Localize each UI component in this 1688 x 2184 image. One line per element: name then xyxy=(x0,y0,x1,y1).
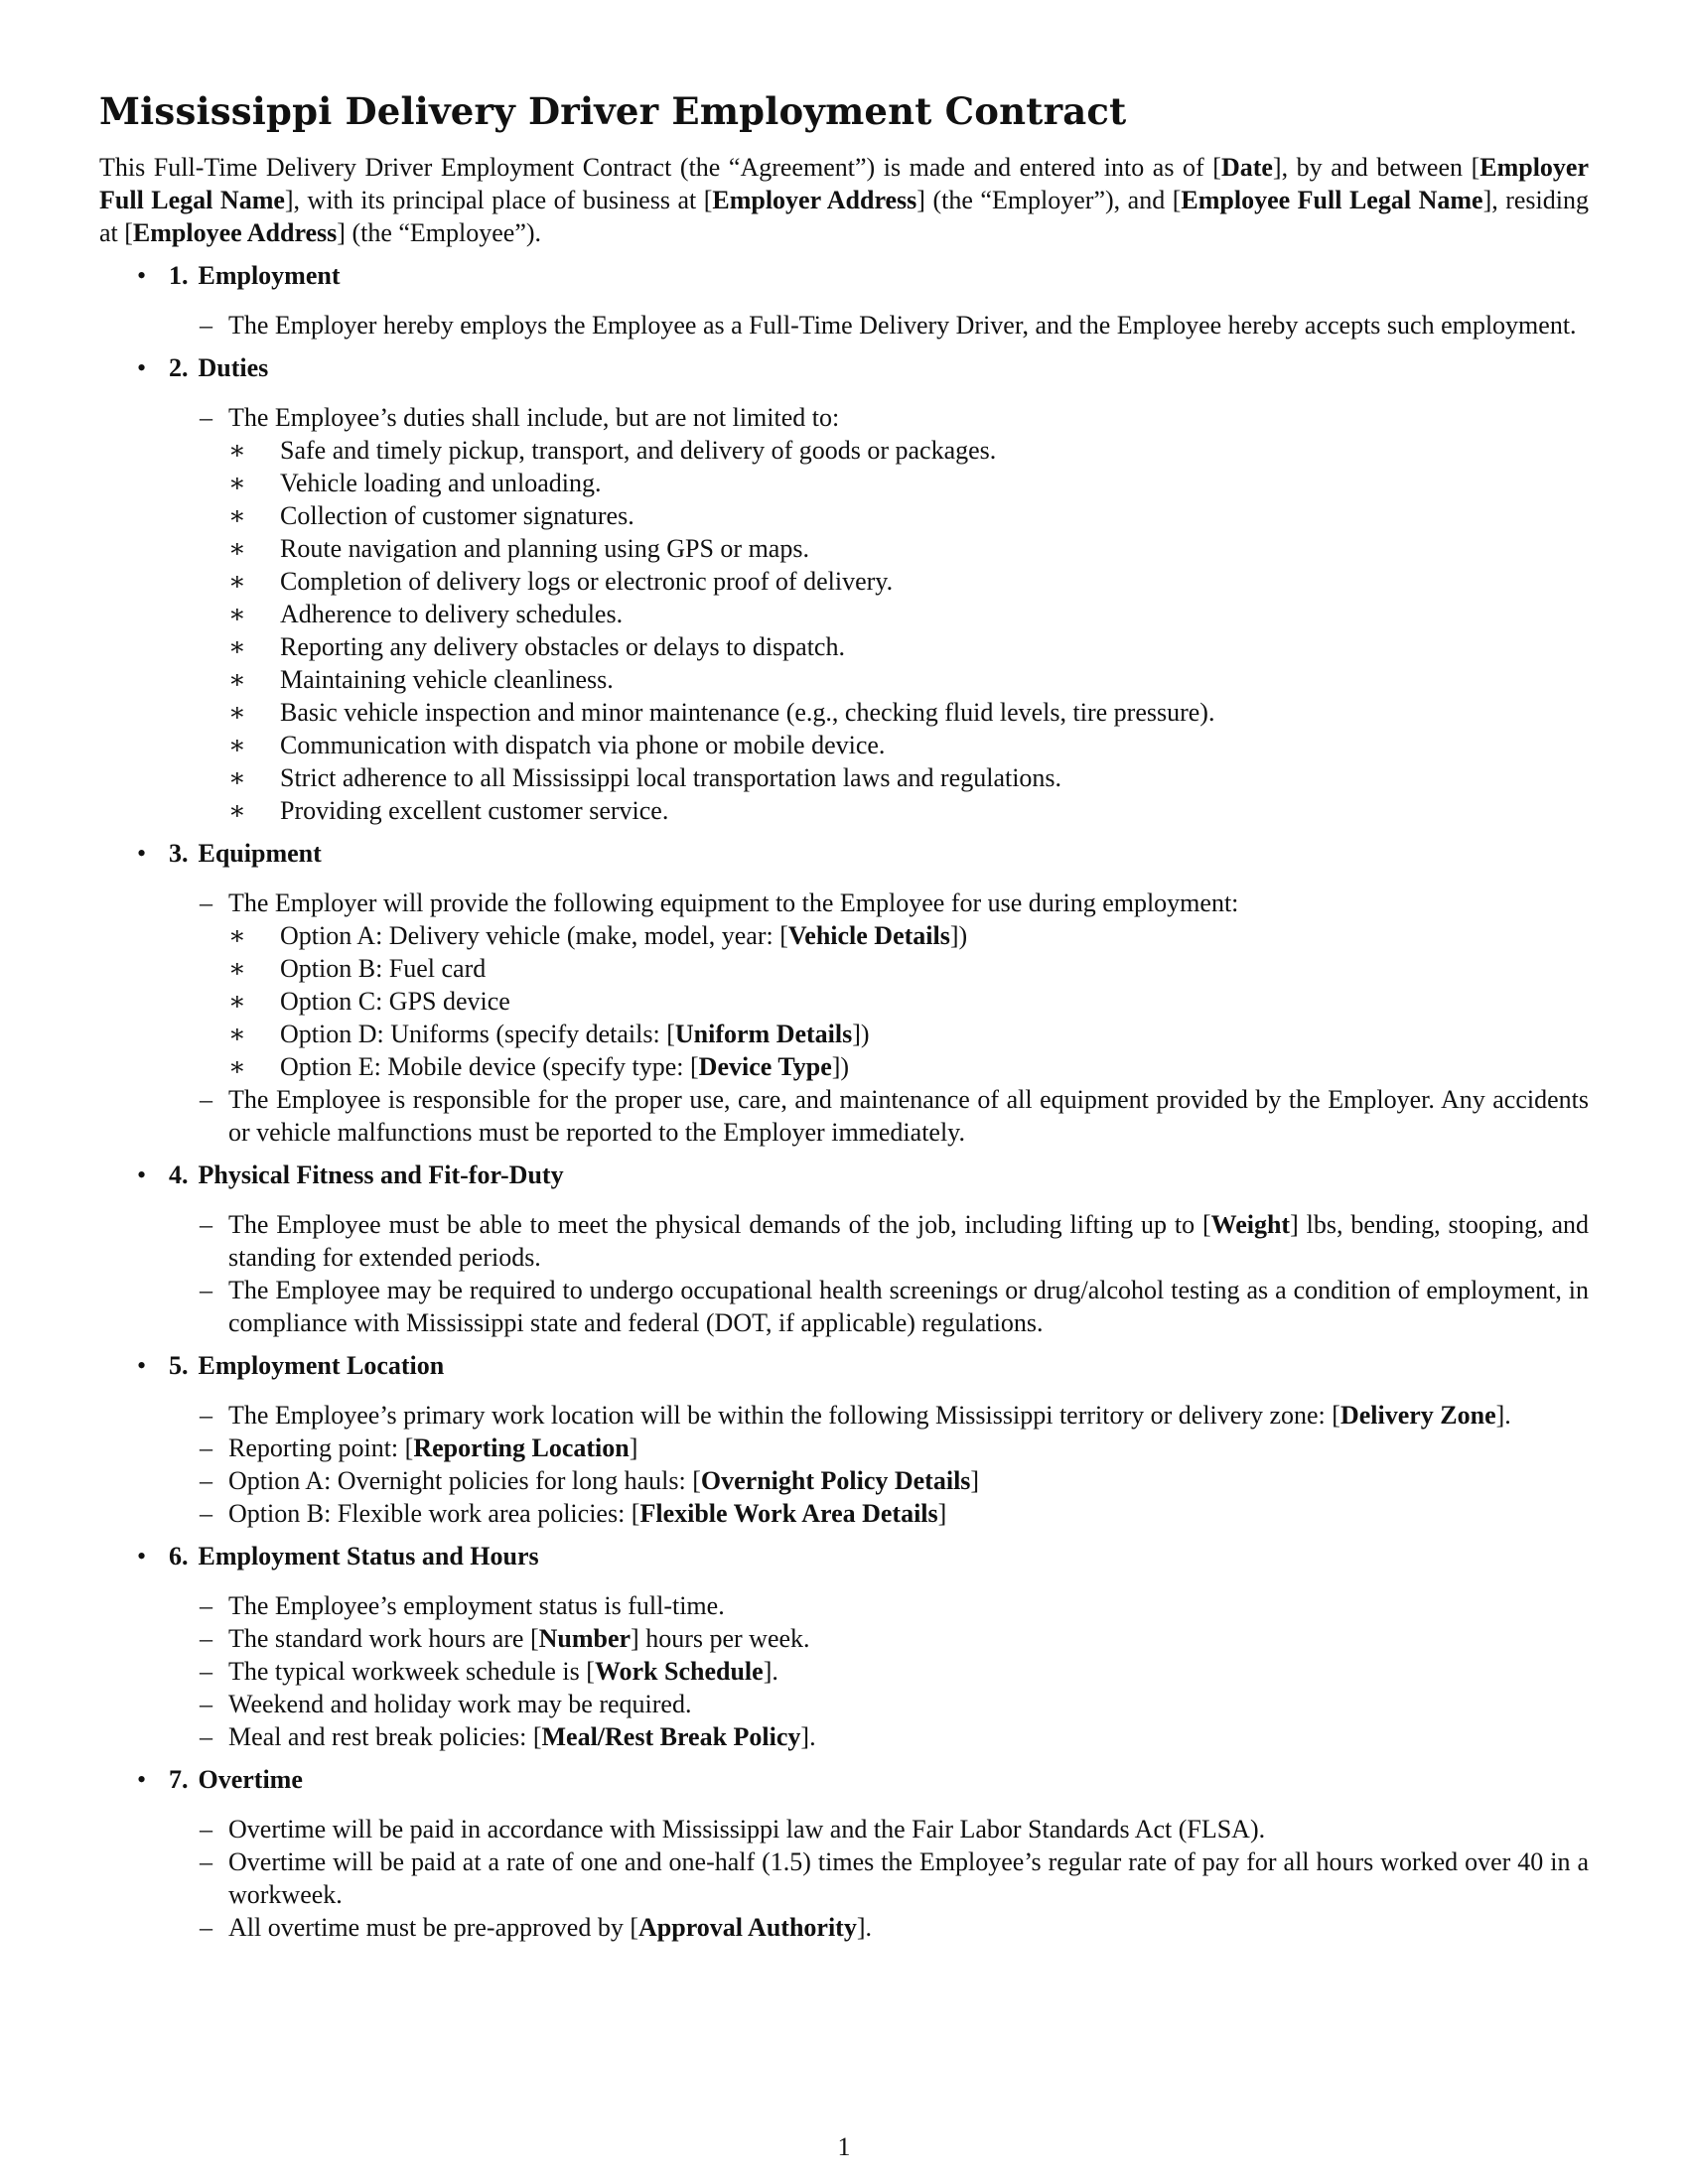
item-text: ]. xyxy=(763,1657,778,1686)
section-title: Employment xyxy=(198,261,341,290)
list-item: – Weekend and holiday work may be required. xyxy=(169,1688,1589,1720)
section-equipment xyxy=(99,837,1589,1149)
weight-placeholder: Weight xyxy=(1210,1210,1291,1239)
list-item xyxy=(169,1720,1589,1753)
section-title: Duties xyxy=(198,353,269,382)
section-number: 3. xyxy=(169,839,189,868)
overnight-policy-placeholder: Overnight Policy Details xyxy=(700,1466,971,1495)
duty-item: ∗ Strict adherence to all Mississippi local transportation laws and regulations. xyxy=(228,761,1589,794)
item-list xyxy=(169,1813,1589,1944)
employer-address-placeholder: Employer Address xyxy=(712,186,917,214)
list-item xyxy=(169,1622,1589,1655)
intro-text: This Full-Time Delivery Driver Employment Contract (the “Agreement”) is made and entered into as of [ xyxy=(99,153,1221,182)
work-schedule-placeholder: Work Schedule xyxy=(594,1657,764,1686)
item-list xyxy=(169,887,1589,1149)
duty-item: ∗ Collection of customer signatures. xyxy=(228,499,1589,532)
duty-item: ∗ Route navigation and planning using GPS or maps. xyxy=(228,532,1589,565)
section-status-hours xyxy=(99,1540,1589,1753)
section-heading xyxy=(169,1540,1589,1572)
item-text: ]. xyxy=(856,1913,873,1942)
item-text: ] xyxy=(937,1499,947,1528)
uniform-details-placeholder: Uniform Details xyxy=(674,1020,853,1048)
section-number: 7. xyxy=(169,1765,189,1794)
intro-text: ], residing at [ xyxy=(99,186,1589,247)
page-number: 1 xyxy=(837,2132,851,2161)
equipment-option-b: ∗ Option B: Fuel card xyxy=(228,952,1589,985)
item-list xyxy=(169,1208,1589,1339)
device-type-placeholder: Device Type xyxy=(698,1052,832,1081)
duty-item: ∗ Communication with dispatch via phone or mobile device. xyxy=(228,729,1589,761)
item-list xyxy=(169,1589,1589,1753)
hours-number-placeholder: Number xyxy=(538,1624,632,1653)
item-text: ]. xyxy=(1495,1401,1511,1430)
list-item xyxy=(169,1208,1589,1274)
list-item xyxy=(169,1497,1589,1530)
list-item xyxy=(169,1911,1589,1944)
list-item xyxy=(169,1464,1589,1497)
list-item xyxy=(169,401,1589,827)
item-text: ] xyxy=(629,1433,638,1462)
section-overtime xyxy=(99,1763,1589,1944)
item-text: Option B: Flexible work area policies: [ xyxy=(228,1499,640,1528)
item-list xyxy=(169,309,1589,341)
section-heading xyxy=(169,837,1589,870)
list-item: – Overtime will be paid at a rate of one and one-half (1.5) times the Employee’s regular rate of pay for all hours worked over 40 in a workweek. xyxy=(169,1845,1589,1911)
list-item: – The Employer hereby employs the Employee as a Full-Time Delivery Driver, and the Employee hereby accepts such employment. xyxy=(169,309,1589,341)
intro-text: ], with its principal place of business at [ xyxy=(284,186,713,214)
section-title: Employment Status and Hours xyxy=(198,1542,539,1570)
equipment-options xyxy=(228,919,1589,1083)
duty-item: ∗ Maintaining vehicle cleanliness. xyxy=(228,663,1589,696)
equipment-option-e xyxy=(228,1050,1589,1083)
list-item xyxy=(169,1399,1589,1432)
flexible-work-area-placeholder: Flexible Work Area Details xyxy=(639,1499,938,1528)
section-heading xyxy=(169,1349,1589,1382)
item-text: ] hours per week. xyxy=(631,1624,810,1653)
duty-item: ∗ Basic vehicle inspection and minor maintenance (e.g., checking fluid levels, tire pressure). xyxy=(228,696,1589,729)
section-heading xyxy=(169,1763,1589,1796)
list-item xyxy=(169,1655,1589,1688)
approval-authority-placeholder: Approval Authority xyxy=(638,1913,857,1942)
section-number: 2. xyxy=(169,353,189,382)
list-item: – The Employee’s employment status is full-time. xyxy=(169,1589,1589,1622)
duty-item: ∗ Reporting any delivery obstacles or delays to dispatch. xyxy=(228,630,1589,663)
equipment-option-c: ∗ Option C: GPS device xyxy=(228,985,1589,1018)
option-text: ]) xyxy=(852,1020,870,1048)
item-text: All overtime must be pre-approved by [ xyxy=(228,1913,638,1942)
section-list xyxy=(99,259,1589,1944)
date-placeholder: Date xyxy=(1220,153,1273,182)
item-list xyxy=(169,1399,1589,1530)
equipment-option-a xyxy=(228,919,1589,952)
document-title: Mississippi Delivery Driver Employment Contract xyxy=(99,89,1127,133)
option-text: ]) xyxy=(831,1052,850,1081)
section-number: 1. xyxy=(169,261,189,290)
section-title: Overtime xyxy=(198,1765,303,1794)
section-title: Employment Location xyxy=(198,1351,445,1380)
section-physical-fitness xyxy=(99,1159,1589,1339)
item-text: – The Employer will provide the following equipment to the Employee for use during employment: xyxy=(228,888,1239,917)
list-item xyxy=(169,887,1589,1083)
list-item: – The Employee may be required to undergo occupational health screenings or drug/alcohol testing as a condition of employment, in compliance with Mississippi state and federal (DOT, if applicable) regulations. xyxy=(169,1274,1589,1339)
employee-name-placeholder: Employee Full Legal Name xyxy=(1181,186,1483,214)
item-text: The Employee’s primary work location will be within the following Mississippi territory or delivery zone: [ xyxy=(228,1401,1340,1430)
equipment-option-d xyxy=(228,1018,1589,1050)
employee-address-placeholder: Employee Address xyxy=(132,218,338,247)
list-item: – Overtime will be paid in accordance with Mississippi law and the Fair Labor Standards Act (FLSA). xyxy=(169,1813,1589,1845)
list-item xyxy=(169,1432,1589,1464)
employer-name-placeholder: Employer Full Legal Name xyxy=(99,153,1589,214)
vehicle-details-placeholder: Vehicle Details xyxy=(787,921,950,950)
item-text: Option A: Overnight policies for long hauls: [ xyxy=(228,1466,701,1495)
section-employment xyxy=(99,259,1589,341)
section-number: 4. xyxy=(169,1160,189,1189)
delivery-zone-placeholder: Delivery Zone xyxy=(1339,1401,1496,1430)
section-heading xyxy=(169,1159,1589,1191)
item-text: ] lbs, bending, stooping, and standing for extended periods. xyxy=(228,1210,1589,1272)
intro-text: ] (the “Employer”), and [ xyxy=(916,186,1182,214)
intro-text: ] (the “Employee”). xyxy=(337,218,542,247)
intro-text: ], by and between [ xyxy=(1272,153,1480,182)
section-title: Equipment xyxy=(198,839,322,868)
intro-paragraph xyxy=(99,151,1589,249)
list-item: – The Employee is responsible for the proper use, care, and maintenance of all equipment provided by the Employer. Any accidents or vehicle malfunctions must be reported to the Employer immediately. xyxy=(169,1083,1589,1149)
item-text: The typical workweek schedule is [ xyxy=(228,1657,595,1686)
duty-item: ∗ Providing excellent customer service. xyxy=(228,794,1589,827)
section-title: Physical Fitness and Fit-for-Duty xyxy=(198,1160,564,1189)
section-employment-location xyxy=(99,1349,1589,1530)
item-text: ] xyxy=(970,1466,980,1495)
option-text: ]) xyxy=(949,921,968,950)
section-number: 6. xyxy=(169,1542,189,1570)
reporting-location-placeholder: Reporting Location xyxy=(413,1433,630,1462)
duty-item: ∗ Safe and timely pickup, transport, and delivery of goods or packages. xyxy=(228,434,1589,467)
duties-list xyxy=(228,434,1589,827)
duty-item: ∗ Completion of delivery logs or electronic proof of delivery. xyxy=(228,565,1589,598)
option-text: Option D: Uniforms (specify details: [ xyxy=(280,1020,675,1048)
duty-item: ∗ Adherence to delivery schedules. xyxy=(228,598,1589,630)
document-page xyxy=(99,87,1589,1954)
item-text: – The Employee’s duties shall include, but are not limited to: xyxy=(228,403,840,432)
section-heading xyxy=(169,259,1589,292)
item-list xyxy=(169,401,1589,827)
section-heading xyxy=(169,351,1589,384)
item-text: Reporting point: [ xyxy=(228,1433,414,1462)
item-text: The Employee must be able to meet the physical demands of the job, including lifting up to [ xyxy=(228,1210,1211,1239)
meal-break-policy-placeholder: Meal/Rest Break Policy xyxy=(541,1722,801,1751)
section-duties xyxy=(99,351,1589,827)
item-text: Meal and rest break policies: [ xyxy=(228,1722,542,1751)
item-text: ]. xyxy=(800,1722,816,1751)
option-text: Option E: Mobile device (specify type: [ xyxy=(280,1052,699,1081)
item-text: The standard work hours are [ xyxy=(228,1624,539,1653)
duty-item: ∗ Vehicle loading and unloading. xyxy=(228,467,1589,499)
section-number: 5. xyxy=(169,1351,189,1380)
option-text: Option A: Delivery vehicle (make, model, year: [ xyxy=(280,921,788,950)
